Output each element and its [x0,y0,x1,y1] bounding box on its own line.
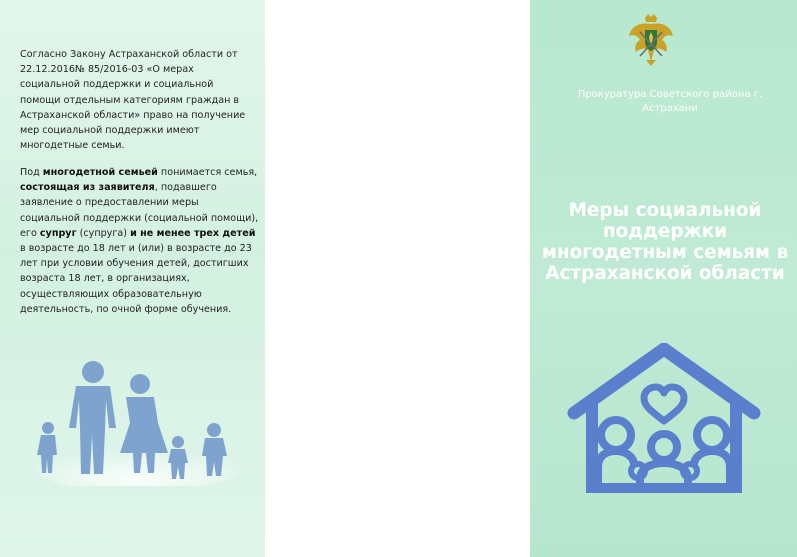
definition-text-4: (супруга) [76,227,131,239]
definition-text-3: , подавшего заявление о предоставлении меры социальной поддержки (социальной помощи), его [20,182,259,239]
family-silhouette [28,356,248,486]
definition-bold-3: супруг [39,227,77,239]
law-paragraph: Согласно Закону Астраханской области от 22.12.2016№ 85/2016-03 «О мерах социальной поддержки и социальной помощи отдельным категориям граждан в Астраханской области» право на получение мер социальной поддержки имеют многодетные семьи. [20,49,246,152]
definition-text-1: Под [20,167,43,178]
definition-bold-2: состоящая из заявителя [20,182,155,194]
definition-bold-4: и не менее трех детей [130,227,256,239]
definition-text-5: в возрасте до 18 лет и (или) в возрасте до 23 лет при условии обучения детей, достигших возраста 18 лет, в организациях, осуществляющих образовательную деятельность, по очной форме обучения. [20,243,252,315]
left-panel [0,0,265,557]
definition-bold-1: многодетной семьей [42,167,158,178]
definition-text-2: понимается семья, [157,167,258,178]
family-house-icon [566,343,762,493]
prosecutor-emblem-icon [626,12,676,68]
office-name: Прокуратура Советского района г. Астрахани [577,89,763,114]
middle-panel [265,0,530,557]
right-panel [530,0,797,557]
brochure-title: Меры социальной поддержки многодетным семьям в Астраханской области [541,200,789,284]
definition-paragraph [20,165,260,317]
